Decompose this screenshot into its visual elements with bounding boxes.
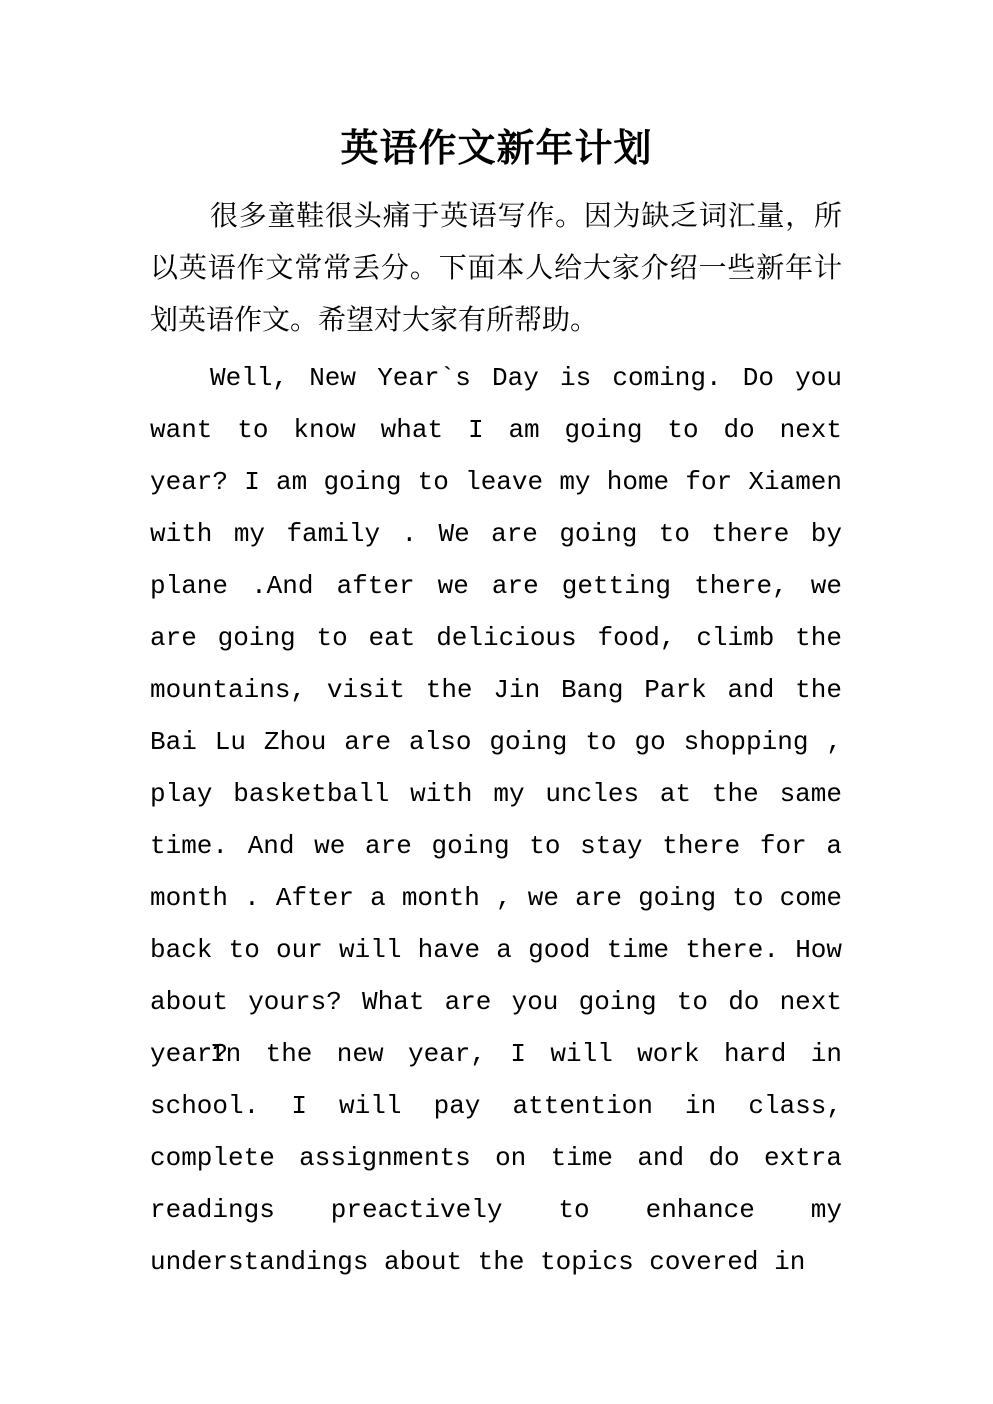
intro-paragraph: 很多童鞋很头痛于英语写作。因为缺乏词汇量，所以英语作文常常丢分。下面本人给大家介绍一些新年计划英语作文。希望对大家有所帮助。 [150,199,842,336]
document-title: 英语作文新年计划 [340,126,653,170]
essay-paragraph-new-years-day: Well, New Year`s Day is coming. Do you want to know what I am going to do next year? I am going to leave my home for Xiamen with my family . We are going to there by plane .And after we are getting there, we are going to eat delicious food, climb the mountains, visit the Jin Bang Park and the Bai Lu Zhou are also going to go shopping , play basketball with my uncles at the same time. And we are going to stay there for a month . After a month , we are going to come back to our will have a good time there. How about yours? What are you going to do next year? [150,363,842,1069]
essay-paragraph-new-year-plan: In the new year, I will work hard in school. I will pay attention in class, complete assignments on time and do extra readings preactively to enhance my understandings about the topics covered in [150,1039,842,1277]
